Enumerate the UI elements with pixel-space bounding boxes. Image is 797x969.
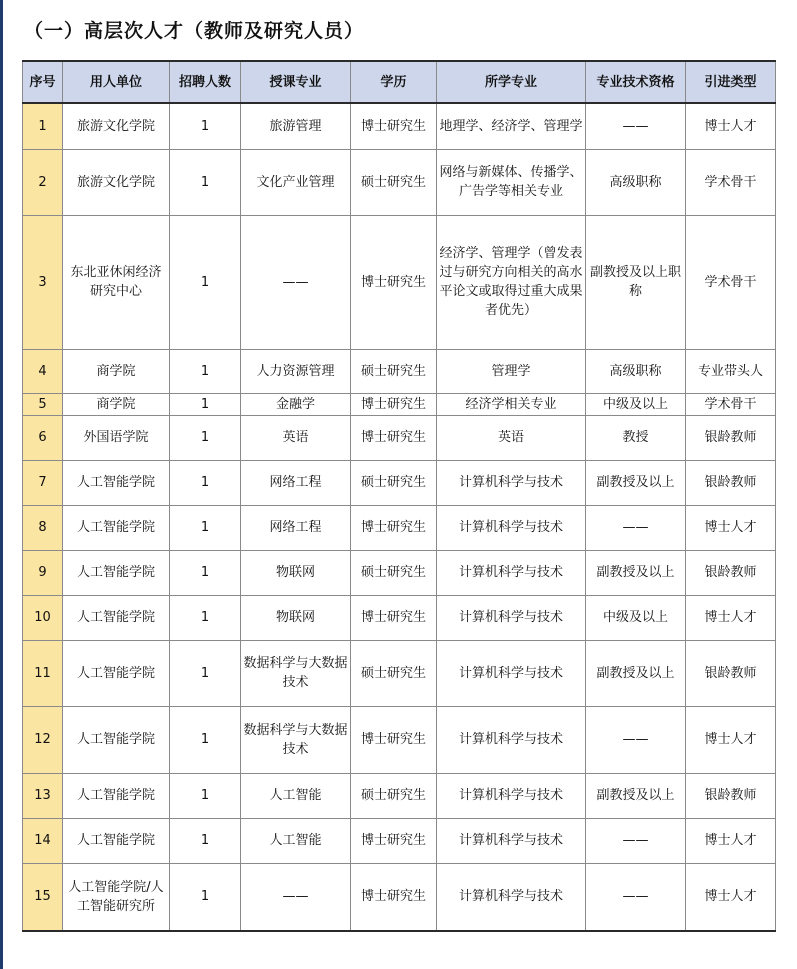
cell-index: 13 [23, 773, 63, 818]
cell-index: 10 [23, 595, 63, 640]
cell-type: 银龄教师 [686, 640, 776, 706]
cell-count: 1 [170, 349, 241, 393]
cell-title: —— [586, 706, 686, 773]
cell-count: 1 [170, 103, 241, 149]
cell-title: 副教授及以上 [586, 460, 686, 505]
cell-degree: 博士研究生 [351, 505, 437, 550]
cell-count: 1 [170, 773, 241, 818]
cell-unit: 人工智能学院/人工智能研究所 [63, 863, 170, 931]
cell-course: 网络工程 [241, 505, 351, 550]
cell-unit: 商学院 [63, 349, 170, 393]
cell-type: 博士人才 [686, 505, 776, 550]
cell-major: 计算机科学与技术 [437, 640, 586, 706]
cell-degree: 博士研究生 [351, 863, 437, 931]
cell-major: 计算机科学与技术 [437, 818, 586, 863]
cell-major: 计算机科学与技术 [437, 460, 586, 505]
cell-major: 地理学、经济学、管理学 [437, 103, 586, 149]
cell-course: 人力资源管理 [241, 349, 351, 393]
cell-title: 副教授及以上 [586, 773, 686, 818]
cell-title: 中级及以上 [586, 595, 686, 640]
cell-major: 计算机科学与技术 [437, 505, 586, 550]
cell-type: 学术骨干 [686, 149, 776, 215]
cell-course: 物联网 [241, 550, 351, 595]
table-row [23, 149, 776, 215]
cell-index: 4 [23, 349, 63, 393]
cell-type: 专业带头人 [686, 349, 776, 393]
cell-unit: 商学院 [63, 393, 170, 415]
table-row [23, 773, 776, 818]
cell-course: 人工智能 [241, 818, 351, 863]
col-header-course: 授课专业 [241, 61, 351, 103]
cell-degree: 博士研究生 [351, 215, 437, 349]
table-row [23, 349, 776, 393]
cell-unit: 旅游文化学院 [63, 149, 170, 215]
cell-degree: 博士研究生 [351, 103, 437, 149]
cell-unit: 外国语学院 [63, 415, 170, 460]
cell-unit: 东北亚休闲经济研究中心 [63, 215, 170, 349]
cell-index: 6 [23, 415, 63, 460]
table-row [23, 215, 776, 349]
table-row [23, 550, 776, 595]
cell-type: 博士人才 [686, 818, 776, 863]
cell-index: 8 [23, 505, 63, 550]
table-row [23, 818, 776, 863]
cell-course: 英语 [241, 415, 351, 460]
cell-course: 数据科学与大数据技术 [241, 706, 351, 773]
cell-count: 1 [170, 215, 241, 349]
cell-type: 银龄教师 [686, 460, 776, 505]
cell-unit: 人工智能学院 [63, 640, 170, 706]
cell-index: 14 [23, 818, 63, 863]
cell-title: 副教授及以上职称 [586, 215, 686, 349]
cell-count: 1 [170, 706, 241, 773]
cell-major: 计算机科学与技术 [437, 773, 586, 818]
cell-degree: 博士研究生 [351, 818, 437, 863]
cell-count: 1 [170, 460, 241, 505]
cell-unit: 人工智能学院 [63, 706, 170, 773]
cell-degree: 硕士研究生 [351, 149, 437, 215]
recruitment-table [22, 60, 776, 932]
table-row [23, 706, 776, 773]
cell-index: 7 [23, 460, 63, 505]
cell-title: —— [586, 818, 686, 863]
cell-degree: 博士研究生 [351, 595, 437, 640]
col-header-major: 所学专业 [437, 61, 586, 103]
cell-unit: 人工智能学院 [63, 595, 170, 640]
col-header-title: 专业技术资格 [586, 61, 686, 103]
table-row [23, 640, 776, 706]
cell-type: 银龄教师 [686, 773, 776, 818]
cell-degree: 博士研究生 [351, 415, 437, 460]
table-row [23, 460, 776, 505]
cell-major: 英语 [437, 415, 586, 460]
cell-count: 1 [170, 818, 241, 863]
cell-course: —— [241, 215, 351, 349]
cell-major: 计算机科学与技术 [437, 595, 586, 640]
cell-index: 9 [23, 550, 63, 595]
cell-course: 网络工程 [241, 460, 351, 505]
cell-course: 金融学 [241, 393, 351, 415]
cell-count: 1 [170, 863, 241, 931]
cell-title: 中级及以上 [586, 393, 686, 415]
section-heading: （一）高层次人才（教师及研究人员） [24, 20, 365, 42]
cell-count: 1 [170, 505, 241, 550]
cell-type: 银龄教师 [686, 415, 776, 460]
cell-count: 1 [170, 393, 241, 415]
col-header-count: 招聘人数 [170, 61, 241, 103]
cell-major: 网络与新媒体、传播学、广告学等相关专业 [437, 149, 586, 215]
cell-major: 管理学 [437, 349, 586, 393]
table-row [23, 595, 776, 640]
table-row [23, 415, 776, 460]
cell-count: 1 [170, 149, 241, 215]
cell-title: —— [586, 505, 686, 550]
cell-index: 15 [23, 863, 63, 931]
cell-course: 物联网 [241, 595, 351, 640]
header-row [23, 61, 776, 103]
cell-unit: 人工智能学院 [63, 773, 170, 818]
cell-degree: 硕士研究生 [351, 773, 437, 818]
cell-major: 经济学相关专业 [437, 393, 586, 415]
cell-type: 博士人才 [686, 595, 776, 640]
cell-title: 副教授及以上 [586, 640, 686, 706]
cell-type: 银龄教师 [686, 550, 776, 595]
cell-course: —— [241, 863, 351, 931]
table-row [23, 103, 776, 149]
cell-course: 数据科学与大数据技术 [241, 640, 351, 706]
cell-count: 1 [170, 415, 241, 460]
cell-index: 1 [23, 103, 63, 149]
cell-major: 计算机科学与技术 [437, 863, 586, 931]
cell-count: 1 [170, 640, 241, 706]
cell-type: 博士人才 [686, 863, 776, 931]
cell-degree: 博士研究生 [351, 706, 437, 773]
col-header-type: 引进类型 [686, 61, 776, 103]
left-edge-rule [0, 0, 3, 969]
cell-unit: 旅游文化学院 [63, 103, 170, 149]
cell-course: 文化产业管理 [241, 149, 351, 215]
cell-type: 学术骨干 [686, 215, 776, 349]
cell-count: 1 [170, 595, 241, 640]
col-header-index: 序号 [23, 61, 63, 103]
cell-unit: 人工智能学院 [63, 550, 170, 595]
cell-unit: 人工智能学院 [63, 818, 170, 863]
cell-major: 经济学、管理学（曾发表过与研究方向相关的高水平论文或取得过重大成果者优先） [437, 215, 586, 349]
cell-unit: 人工智能学院 [63, 460, 170, 505]
cell-type: 学术骨干 [686, 393, 776, 415]
cell-title: —— [586, 103, 686, 149]
cell-degree: 硕士研究生 [351, 460, 437, 505]
cell-title: 教授 [586, 415, 686, 460]
cell-course: 旅游管理 [241, 103, 351, 149]
cell-count: 1 [170, 550, 241, 595]
cell-index: 12 [23, 706, 63, 773]
table-row [23, 505, 776, 550]
cell-type: 博士人才 [686, 103, 776, 149]
cell-unit: 人工智能学院 [63, 505, 170, 550]
cell-title: 高级职称 [586, 349, 686, 393]
cell-index: 5 [23, 393, 63, 415]
cell-major: 计算机科学与技术 [437, 550, 586, 595]
col-header-unit: 用人单位 [63, 61, 170, 103]
cell-index: 11 [23, 640, 63, 706]
table-row [23, 863, 776, 931]
cell-degree: 硕士研究生 [351, 640, 437, 706]
cell-index: 3 [23, 215, 63, 349]
cell-title: 高级职称 [586, 149, 686, 215]
cell-title: —— [586, 863, 686, 931]
cell-title: 副教授及以上 [586, 550, 686, 595]
cell-major: 计算机科学与技术 [437, 706, 586, 773]
cell-degree: 博士研究生 [351, 393, 437, 415]
cell-index: 2 [23, 149, 63, 215]
cell-type: 博士人才 [686, 706, 776, 773]
table-row [23, 393, 776, 415]
cell-course: 人工智能 [241, 773, 351, 818]
cell-degree: 硕士研究生 [351, 349, 437, 393]
col-header-degree: 学历 [351, 61, 437, 103]
cell-degree: 硕士研究生 [351, 550, 437, 595]
